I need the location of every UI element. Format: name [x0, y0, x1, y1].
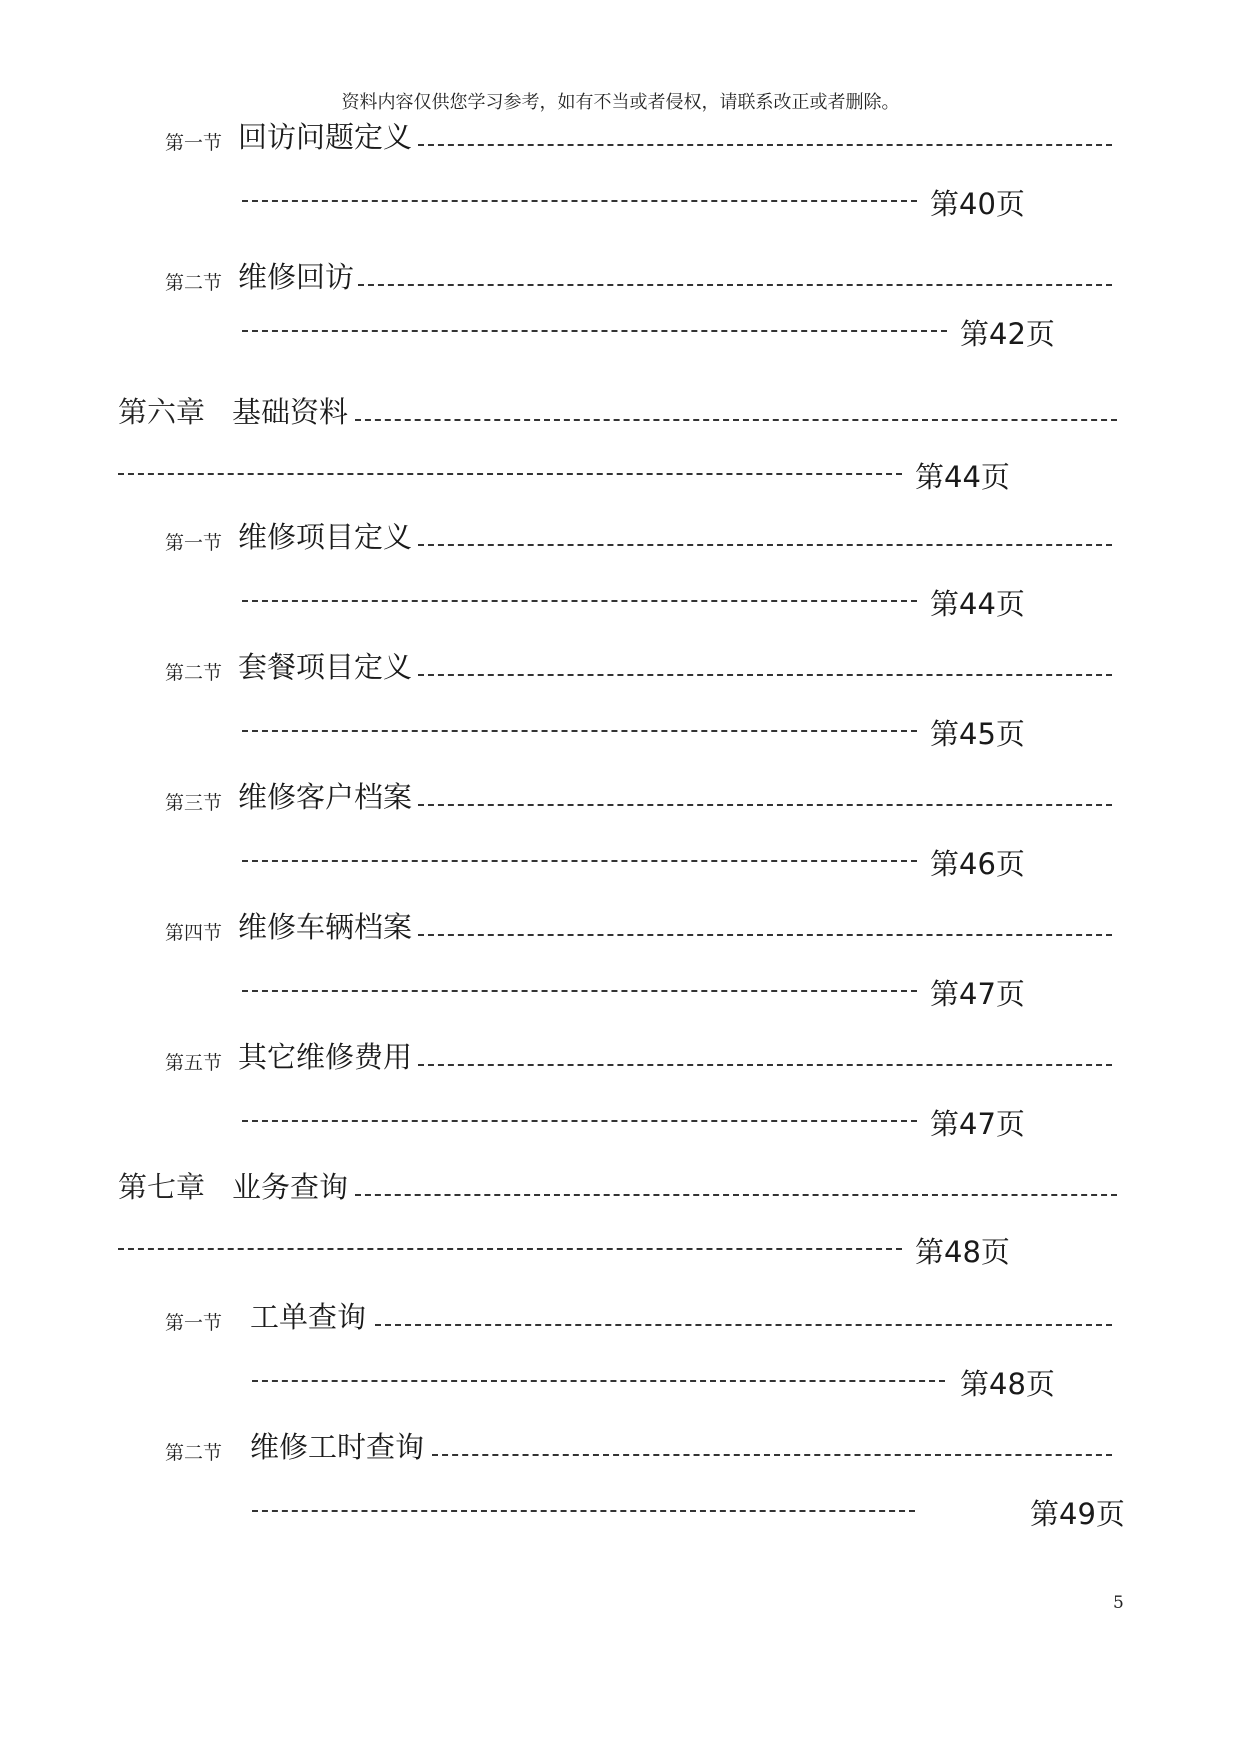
section-line: [0, 120, 1241, 168]
page-ref-line: [0, 584, 1241, 624]
section-number: 第五节: [165, 1052, 223, 1074]
section-title: 维修回访: [238, 260, 355, 294]
dot-leader: [252, 1510, 915, 1512]
page-reference: 第47页: [930, 1107, 1025, 1141]
dot-leader: [432, 1454, 1112, 1456]
section-title: 工单查询: [250, 1300, 367, 1334]
chapter-number: 第六章: [118, 395, 206, 429]
dot-leader: [242, 200, 917, 202]
page-reference: 第42页: [960, 317, 1055, 351]
section-title: 维修项目定义: [238, 520, 413, 554]
chapter-title: 业务查询: [232, 1170, 349, 1204]
section-number: 第四节: [165, 922, 223, 944]
dot-leader: [418, 1064, 1112, 1066]
page-ref-line: [0, 314, 1241, 354]
section-title: 维修工时查询: [250, 1430, 425, 1464]
section-title: 回访问题定义: [238, 120, 413, 154]
dot-leader: [418, 544, 1112, 546]
section-line: [0, 780, 1241, 828]
dot-leader: [242, 330, 947, 332]
dot-leader: [118, 1248, 902, 1250]
page-ref-line: [0, 457, 1241, 497]
page-ref-line: [0, 1104, 1241, 1144]
dot-leader: [418, 934, 1112, 936]
chapter-line: [0, 1170, 1241, 1218]
section-title: 维修客户档案: [238, 780, 413, 814]
section-number: 第二节: [165, 1442, 223, 1464]
section-number: 第一节: [165, 532, 223, 554]
section-line: [0, 1430, 1241, 1478]
section-line: [0, 520, 1241, 568]
section-line: [0, 650, 1241, 698]
page-ref-line: [0, 844, 1241, 884]
page-reference: 第40页: [930, 187, 1025, 221]
page-reference: 第48页: [960, 1367, 1055, 1401]
dot-leader: [242, 1120, 917, 1122]
dot-leader: [242, 600, 917, 602]
page-reference: 第45页: [930, 717, 1025, 751]
page-reference: 第49页: [1030, 1497, 1125, 1531]
page-reference: 第47页: [930, 977, 1025, 1011]
chapter-title: 基础资料: [232, 395, 349, 429]
section-number: 第二节: [165, 272, 223, 294]
dot-leader: [418, 804, 1112, 806]
dot-leader: [418, 674, 1112, 676]
page-reference: 第44页: [930, 587, 1025, 621]
page-reference: 第46页: [930, 847, 1025, 881]
page-ref-line: [0, 184, 1241, 224]
section-title: 维修车辆档案: [238, 910, 413, 944]
dot-leader: [375, 1324, 1112, 1326]
dot-leader: [355, 419, 1117, 421]
dot-leader: [355, 1194, 1117, 1196]
dot-leader: [242, 860, 917, 862]
section-title: 套餐项目定义: [238, 650, 413, 684]
dot-leader: [242, 990, 917, 992]
section-line: [0, 910, 1241, 958]
section-title: 其它维修费用: [238, 1040, 413, 1074]
page-ref-line: [0, 974, 1241, 1014]
section-line: [0, 260, 1241, 308]
section-number: 第三节: [165, 792, 223, 814]
page-ref-line: [0, 1494, 1241, 1534]
page-number: 5: [1113, 1593, 1124, 1613]
dot-leader: [418, 144, 1112, 146]
section-number: 第一节: [165, 1312, 223, 1334]
chapter-line: [0, 395, 1241, 443]
dot-leader: [118, 473, 902, 475]
section-line: [0, 1040, 1241, 1088]
page-ref-line: [0, 1364, 1241, 1404]
disclaimer-header: 资料内容仅供您学习参考，如有不当或者侵权，请联系改正或者删除。: [341, 92, 900, 113]
page-ref-line: [0, 1232, 1241, 1272]
page-reference: 第44页: [915, 460, 1010, 494]
page-reference: 第48页: [915, 1235, 1010, 1269]
dot-leader: [358, 284, 1112, 286]
section-number: 第二节: [165, 662, 223, 684]
page-ref-line: [0, 714, 1241, 754]
section-line: [0, 1300, 1241, 1348]
section-number: 第一节: [165, 132, 223, 154]
dot-leader: [252, 1380, 945, 1382]
chapter-number: 第七章: [118, 1170, 206, 1204]
dot-leader: [242, 730, 917, 732]
